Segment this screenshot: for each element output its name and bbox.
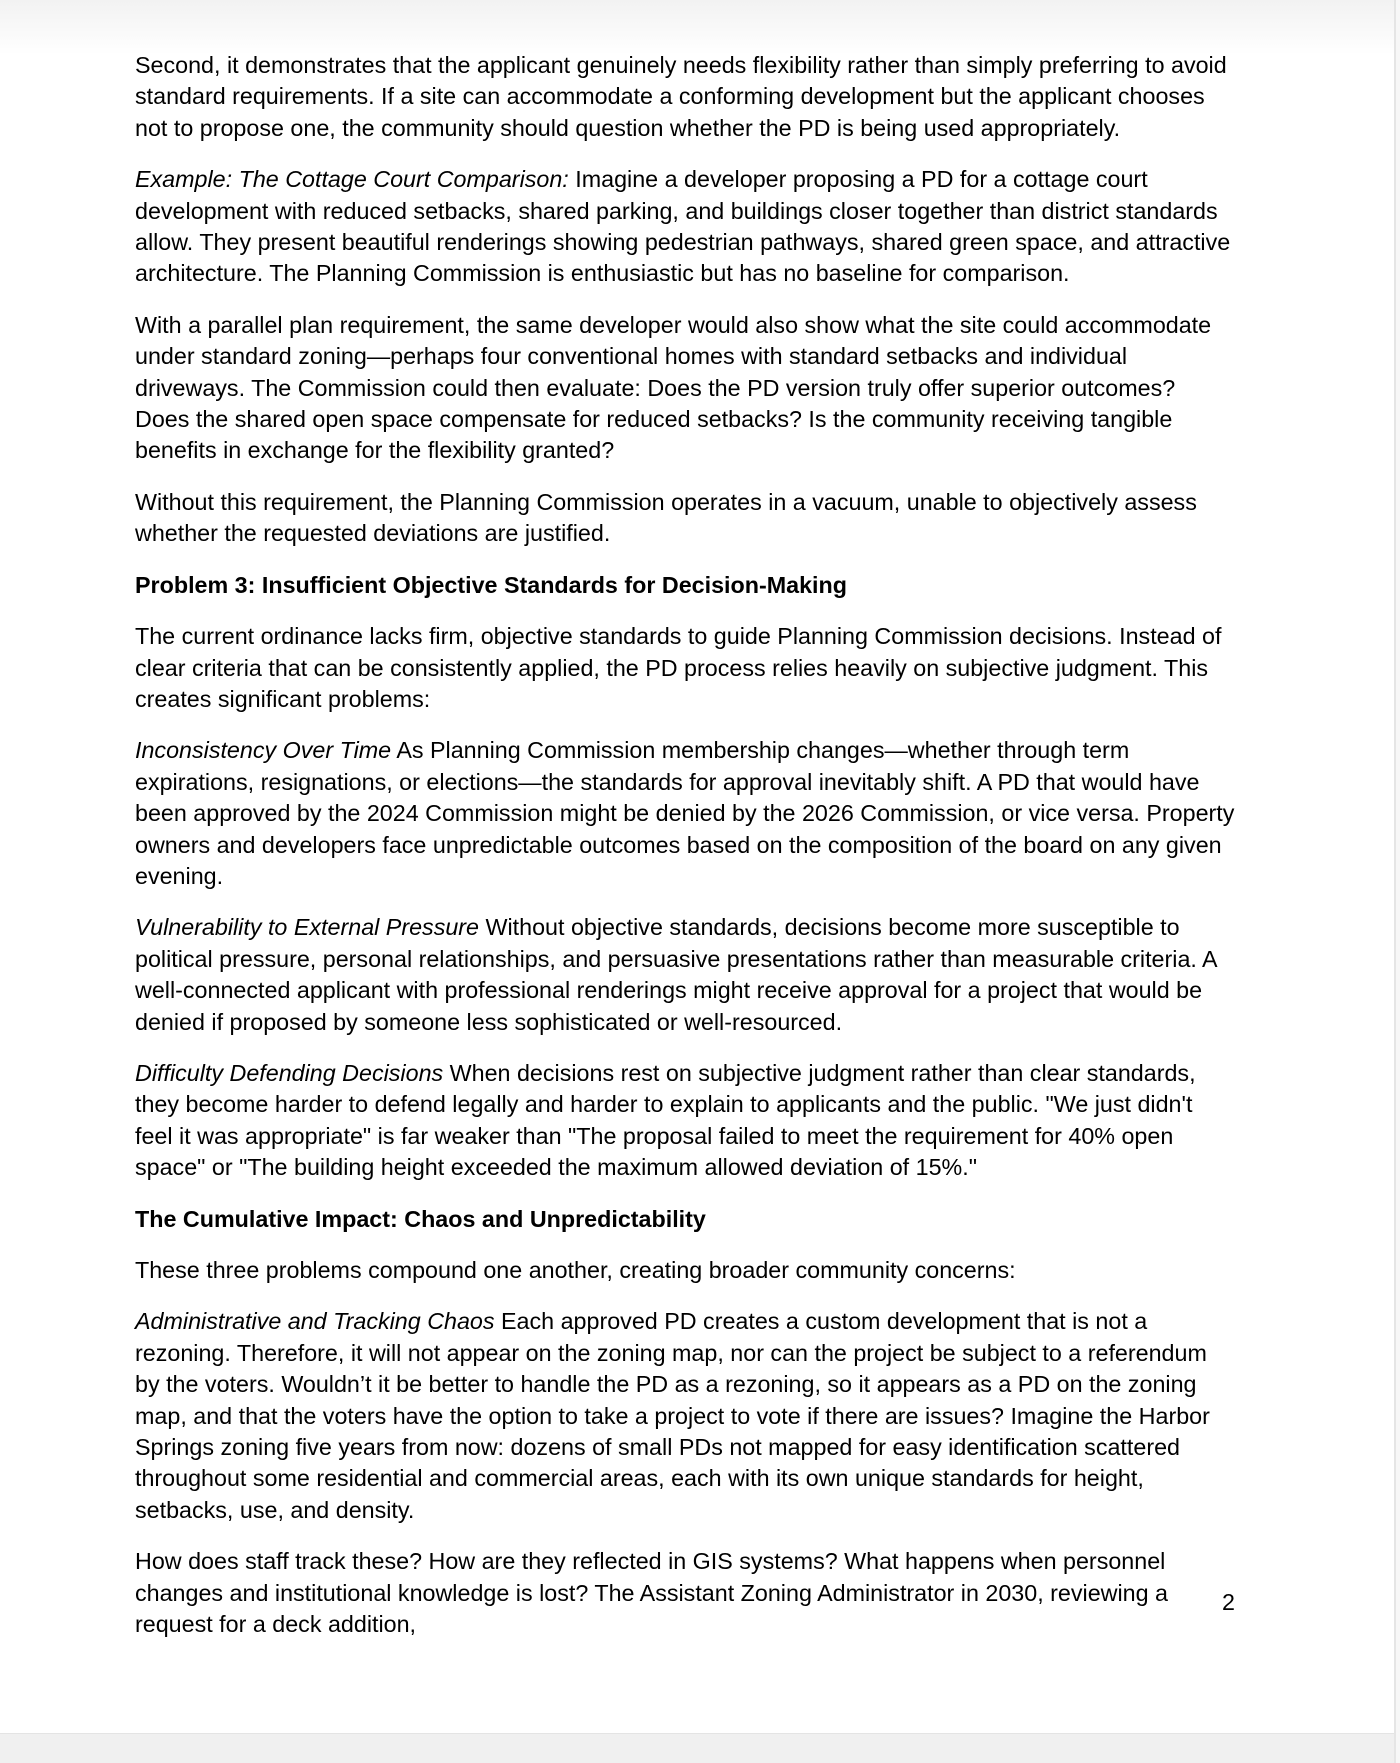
body-paragraph bbox=[135, 735, 1235, 892]
page-number: 2 bbox=[1222, 1589, 1235, 1615]
paragraph-lead-italic: Vulnerability to External Pressure bbox=[135, 914, 480, 941]
section-heading: The Cumulative Impact: Chaos and Unpredictability bbox=[135, 1205, 706, 1232]
paragraph-lead-italic: Administrative and Tracking Chaos bbox=[135, 1308, 495, 1335]
body-paragraph: These three problems compound one another, creating broader community concerns: bbox=[135, 1257, 1016, 1283]
paragraph-lead-italic: Inconsistency Over Time bbox=[135, 737, 392, 764]
paragraph-text: As Planning Commission membership changes—whether through term expirations, resignations, or elections—the standards for approval inevitably shift. A PD that would have been approved by the 2024 Commission might be denied by the 2026 Commission, or vice versa. Property owners and developers face unpredictable outcomes based on the composition of the board on any given evening. bbox=[135, 737, 1235, 889]
body-paragraph bbox=[135, 912, 1235, 1038]
page-right-edge bbox=[1394, 0, 1400, 1763]
paragraph-lead-italic: Difficulty Defending Decisions bbox=[135, 1059, 444, 1086]
body-paragraph: With a parallel plan requirement, the same developer would also show what the site could accommodate under standard zoning—perhaps four conventional homes with standard setbacks and individual driveways. The Commission could then evaluate: Does the PD version truly offer superior outcomes? Does the shared open space compensate for reduced setbacks? Is the community receiving tangible benefits in exchange for the flexibility granted? bbox=[135, 311, 1212, 464]
body-paragraph bbox=[135, 1306, 1235, 1526]
body-paragraph: How does staff track these? How are they reflected in GIS systems? What happens when personnel changes and institutional knowledge is lost? The Assistant Zoning Administrator in 2030, reviewing a request for a deck addition, bbox=[135, 1548, 1169, 1638]
viewer-bottom-band bbox=[0, 1733, 1400, 1763]
body-paragraph bbox=[135, 164, 1235, 290]
body-paragraph: Without this requirement, the Planning Commission operates in a vacuum, unable to objectively assess whether the requested deviations are justified. bbox=[135, 488, 1197, 547]
body-paragraph bbox=[135, 1058, 1235, 1184]
paragraph-text: When decisions rest on subjective judgment rather than clear standards, they become harder to defend legally and harder to explain to applicants and the public. "We just didn't feel it was appropriate" is far weaker than "The proposal failed to meet the requirement for 40% open space" or "The building height exceeded the maximum allowed deviation of 15%." bbox=[135, 1059, 1196, 1181]
viewer-top-fade bbox=[0, 0, 1400, 55]
section-heading: Problem 3: Insufficient Objective Standards for Decision-Making bbox=[135, 571, 847, 598]
paragraph-text: Imagine a developer proposing a PD for a cottage court development with reduced setbacks, shared parking, and buildings closer together than district standards allow. They present beautiful renderings showing pedestrian pathways, shared green space, and attractive architecture. The Planning Commission is enthusiastic but has no baseline for comparison. bbox=[135, 166, 1231, 287]
page-content bbox=[135, 50, 1235, 1660]
paragraph-text: Each approved PD creates a custom development that is not a rezoning. Therefore, it will not appear on the zoning map, nor can the project be subject to a referendum by the voters. Wouldn’t it be better to handle the PD as a rezoning, so it appears as a PD on the zoning map, and that the voters have the option to take a project to vote if there are issues? Imagine the Harbor Springs zoning five years from now: dozens of small PDs not mapped for easy identification scattered throughout some residential and commercial areas, each with its own unique standards for height, setbacks, use, and density. bbox=[135, 1308, 1210, 1523]
body-paragraph: Second, it demonstrates that the applicant genuinely needs flexibility rather than simply preferring to avoid standard requirements. If a site can accommodate a conforming development but the applicant chooses not to propose one, the community should question whether the PD is being used appropriately. bbox=[135, 52, 1227, 141]
paragraph-text: Without objective standards, decisions become more susceptible to political pressure, personal relationships, and persuasive presentations rather than measurable criteria. A well-connected applicant with professional renderings might receive approval for a project that would be denied if proposed by someone less sophisticated or well-resourced. bbox=[135, 914, 1217, 1035]
paragraph-lead-italic: Example: The Cottage Court Comparison: bbox=[135, 166, 569, 193]
body-paragraph: The current ordinance lacks firm, objective standards to guide Planning Commission decisions. Instead of clear criteria that can be consistently applied, the PD process relies heavily on subjective judgment. This creates significant problems: bbox=[135, 623, 1222, 712]
